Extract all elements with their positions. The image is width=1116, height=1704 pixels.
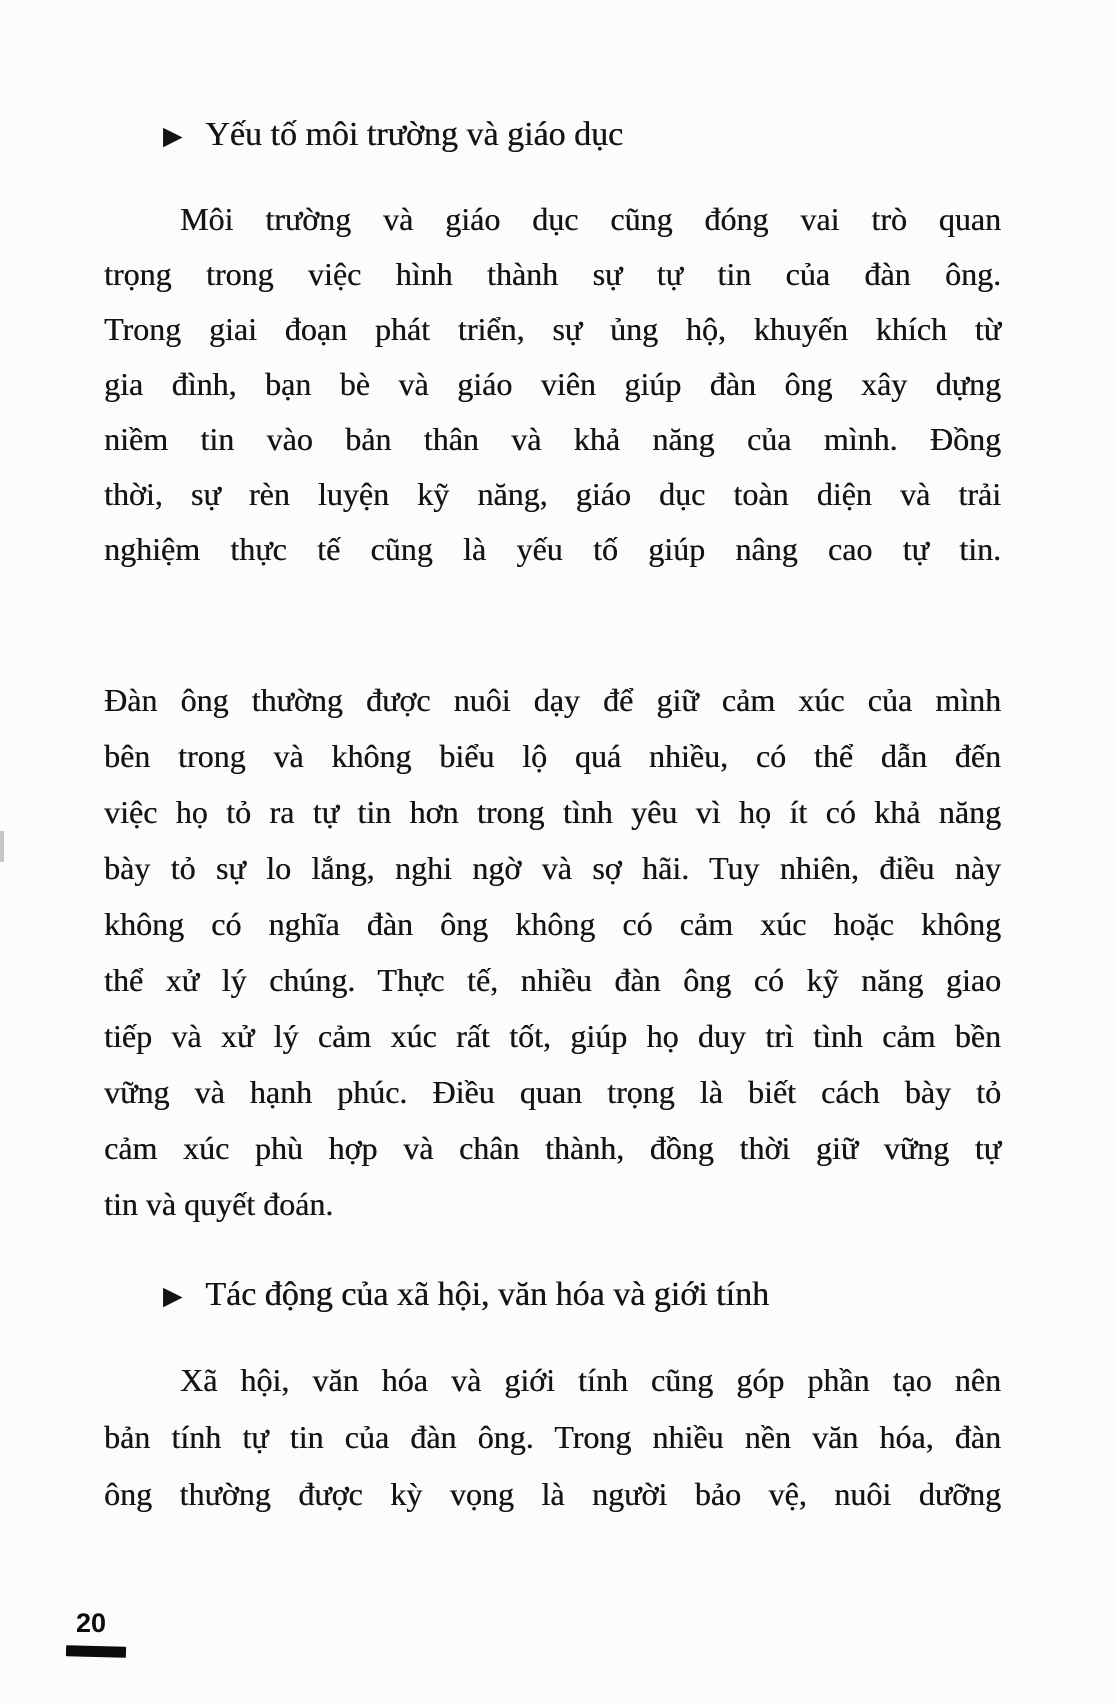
section-heading-society-culture-gender [163, 1276, 769, 1314]
text-line: thời, sự rèn luyện kỹ năng, giáo dục toàn diện và trải [104, 476, 1001, 512]
scan-edge-artifact [0, 831, 4, 862]
text-line: Đàn ông thường được nuôi dạy để giữ cảm xúc của mình [104, 682, 1001, 718]
text-line: vững và hạnh phúc. Điều quan trọng là biết cách bày tỏ [104, 1074, 1001, 1110]
text-line: Trong giai đoạn phát triển, sự ủng hộ, khuyến khích từ [104, 311, 1001, 347]
section-heading-environment-education [163, 116, 623, 154]
text-line: bên trong và không biểu lộ quá nhiều, có thể dẫn đến [104, 738, 1001, 774]
page-number: 20 [76, 1608, 107, 1638]
text-line: cảm xúc phù hợp và chân thành, đồng thời giữ vững tự [104, 1130, 1001, 1166]
text-line: không có nghĩa đàn ông không có cảm xúc hoặc không [104, 906, 1001, 942]
text-line: tin và quyết đoán. [104, 1186, 334, 1222]
text-line: bản tính tự tin của đàn ông. Trong nhiều nền văn hóa, đàn [104, 1419, 1001, 1455]
heading-text: Tác động của xã hội, văn hóa và giới tính [205, 1276, 769, 1313]
text-line: niềm tin vào bản thân và khả năng của mình. Đồng [104, 421, 1001, 457]
page-number-underline [66, 1645, 126, 1658]
text-line: việc họ tỏ ra tự tin hơn trong tình yêu vì họ ít có khả năng [104, 794, 1001, 830]
text-line: trọng trong việc hình thành sự tự tin của đàn ông. [104, 256, 1001, 292]
paragraph-emotions [104, 672, 1001, 1232]
paragraph-environment-education [104, 192, 1001, 577]
text-line: nghiệm thực tế cũng là yếu tố giúp nâng cao tự tin. [104, 531, 1001, 567]
triangle-bullet-icon: ▶ [163, 1282, 183, 1310]
text-line: tiếp và xử lý cảm xúc rất tốt, giúp họ duy trì tình cảm bền [104, 1018, 1001, 1054]
text-line: thể xử lý chúng. Thực tế, nhiều đàn ông có kỹ năng giao [104, 962, 1001, 998]
text-line: gia đình, bạn bè và giáo viên giúp đàn ông xây dựng [104, 366, 1001, 402]
text-line: bày tỏ sự lo lắng, nghi ngờ và sợ hãi. Tuy nhiên, điều này [104, 850, 1001, 886]
text-line: ông thường được kỳ vọng là người bảo vệ, nuôi dưỡng [104, 1476, 1001, 1512]
text-line: Môi trường và giáo dục cũng đóng vai trò quan [180, 201, 1001, 237]
triangle-bullet-icon: ▶ [163, 122, 183, 150]
heading-text: Yếu tố môi trường và giáo dục [205, 116, 624, 153]
paragraph-society-culture [104, 1352, 1001, 1523]
text-line: Xã hội, văn hóa và giới tính cũng góp phần tạo nên [180, 1362, 1001, 1398]
